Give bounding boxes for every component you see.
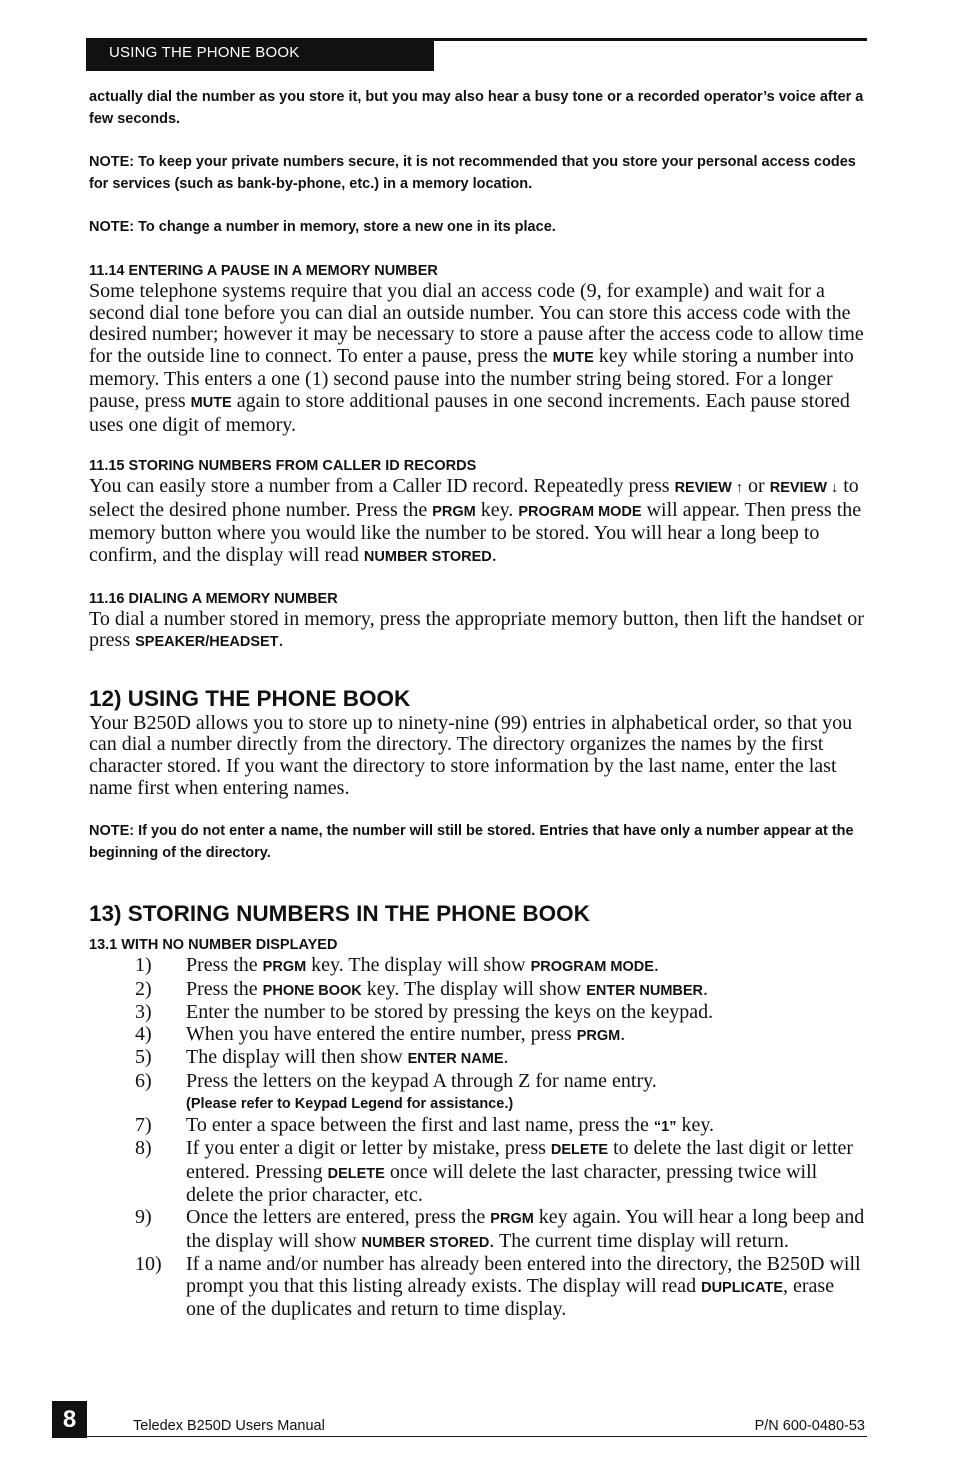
step-item: 3) Enter the number to be stored by pressing the keys on the keypad. — [135, 1001, 714, 1024]
heading-13: 13) STORING NUMBERS IN THE PHONE BOOK — [89, 901, 590, 927]
key-prgm: PRGM — [432, 503, 476, 520]
step-note: (Please refer to Keypad Legend for assistance.) — [186, 1095, 514, 1112]
steps-list — [89, 955, 867, 1321]
manual-title: Teledex B250D Users Manual — [133, 1418, 325, 1434]
key-delete: DELETE — [550, 1142, 609, 1159]
display-program-mode: PROGRAM MODE — [530, 959, 654, 976]
step-item: 7) To enter a space between the first and last name, press the “1” key. — [135, 1113, 715, 1136]
heading-11-16: 11.16 DIALING A MEMORY NUMBER — [89, 590, 338, 607]
key-mute: MUTE — [552, 349, 594, 366]
display-duplicate: DUPLICATE — [701, 1279, 784, 1296]
key-mute: MUTE — [190, 394, 232, 411]
footer-rule — [86, 1436, 867, 1437]
paragraph-11-16: To dial a number stored in memory, press the appropriate memory button, then lift the handset or press SPEAKER/HEADSET. — [89, 607, 864, 652]
heading-11-14: 11.14 ENTERING A PAUSE IN A MEMORY NUMBER — [89, 263, 438, 279]
page-number: 8 — [62, 1406, 77, 1433]
display-enter-name: ENTER NAME — [407, 1051, 504, 1068]
step-item: 8) If you enter a digit or letter by mistake, press DELETE to delete the last digit or letter entered. Pressing DELETE once will delete the last character, pressing twice will delete the prior character, etc. — [135, 1137, 854, 1207]
part-number: P/N 600-0480-53 — [754, 1418, 865, 1434]
paragraph-11-15: You can easily store a number from a Caller ID record. Repeatedly press REVIEW ↑ or REVIEW ↓ to select the desired phone number. Press the PRGM key. PROGRAM MODE will appear. Then press the memory button where you would like the number to be stored. You will hear a long beep to confirm, and the display will read NUMBER STORED. — [89, 475, 862, 566]
note-change: NOTE: To change a number in memory, store a new one in its place. — [89, 219, 556, 235]
key-speaker-headset: SPEAKER/HEADSET — [135, 634, 279, 651]
key-prgm: PRGM — [262, 959, 307, 976]
heading-11-15: 11.15 STORING NUMBERS FROM CALLER ID RECORDS — [89, 458, 477, 475]
paragraph-12: Your B250D allows you to store up to ninety-nine (99) entries in alphabetical order, so that you can dial a number directly from the directory. The directory organizes the names by the first character stored. If you want the directory to store information by the last name, enter the last name first when entering names. — [89, 711, 853, 799]
step-item: 9) Once the letters are entered, press the PRGM key again. You will hear a long beep and the display will show NUMBER STORED. The current time display will return. — [135, 1206, 865, 1252]
key-review-up: REVIEW ↑ — [674, 480, 744, 497]
section-title: USING THE PHONE BOOK — [109, 44, 300, 61]
step-item: 10) If a name and/or number has already been entered into the directory, the B250D will prompt you that this listing already exists. The display will read DUPLICATE, erase one of the duplicates and return to time display. — [135, 1253, 861, 1321]
step-item: 4) When you have entered the entire number, press PRGM. — [135, 1022, 626, 1045]
key-delete: DELETE — [327, 1165, 385, 1182]
key-review-down: REVIEW ↓ — [769, 480, 839, 497]
display-program-mode: PROGRAM MODE — [518, 503, 642, 520]
display-enter-number: ENTER NUMBER — [586, 982, 704, 999]
display-number-stored: NUMBER STORED — [363, 548, 492, 565]
key-phone-book: PHONE BOOK — [262, 982, 362, 999]
page-content — [89, 86, 867, 1321]
continued-text: actually dial the number as you store it, but you may also hear a busy tone or a recorded operator’s voice after a few seconds. — [89, 89, 864, 127]
step-item: 6) Press the letters on the keypad A through Z for name entry. (Please refer to Keypad Legend for assistance.) — [89, 1071, 867, 1115]
key-prgm: PRGM — [576, 1027, 621, 1044]
key-prgm: PRGM — [490, 1211, 534, 1228]
note-security: NOTE: To keep your private numbers secure, it is not recommended that you store your personal access codes for services (such as bank-by-phone, etc.) in a memory location. — [89, 154, 856, 192]
key-1: “1” — [653, 1118, 677, 1135]
paragraph-11-14: Some telephone systems require that you dial an access code (9, for example) and wait for a second dial tone before you can dial an outside number. You can store this access code with the desired number; however it may be necessary to store a pause after the access code to allow time for the outside line to connect. To enter a pause, press the MUTE key while storing a number into memory. This enters a one (1) second pause into the number string being stored. For a longer pause, press MUTE again to store additional pauses in one second increments. Each pause stored uses one digit of memory. — [89, 280, 864, 436]
note-12: NOTE: If you do not enter a name, the number will still be stored. Entries that have only a number appear at the beginning of the directory. — [89, 823, 854, 862]
display-number-stored: NUMBER STORED — [361, 1234, 490, 1251]
step-item: 2) Press the PHONE BOOK key. The display will show ENTER NUMBER. — [135, 977, 709, 1000]
heading-12: 12) USING THE PHONE BOOK — [89, 685, 411, 711]
step-item: 1) Press the PRGM key. The display will show PROGRAM MODE. — [135, 954, 659, 977]
step-item: 5) The display will then show ENTER NAME. — [135, 1046, 509, 1069]
heading-13-1: 13.1 WITH NO NUMBER DISPLAYED — [89, 937, 338, 954]
